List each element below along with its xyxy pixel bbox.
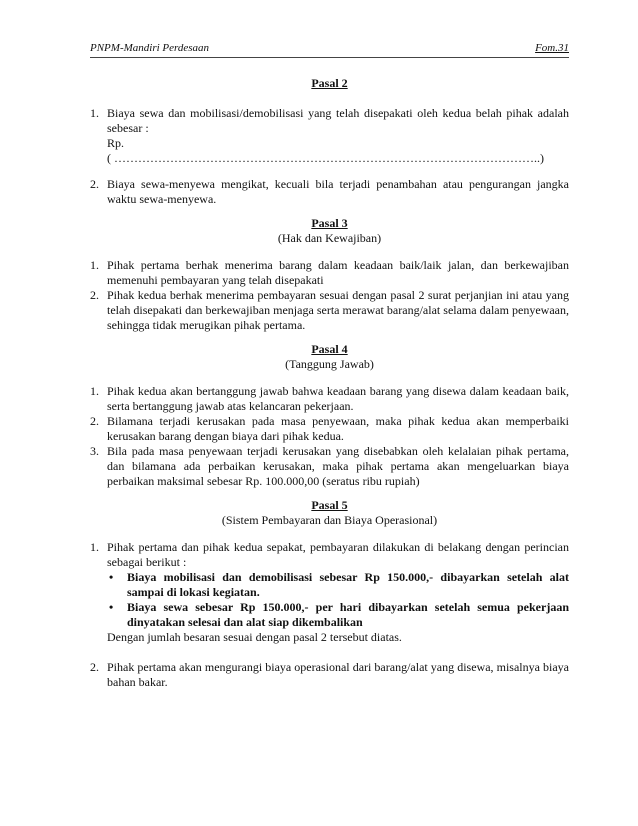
item-number: 2. [90,288,99,302]
pasal-2-item-2 [90,177,569,207]
pasal-3-item-1 [90,258,569,288]
header-form-number: Fom.31 [535,42,569,54]
item-text: Bilamana terjadi kerusakan pada masa penyewaan, maka pihak kedua akan memperbaiki kerusakan barang dengan biaya dari pihak kedua. [107,414,569,443]
pasal-2-title: Pasal 2 [311,76,348,90]
item-text: Pihak kedua berhak menerima pembayaran sesuai dengan pasal 2 surat perjanjian ini atau yang telah disepakati dan berkewajiban menjaga serta merawat barang/alat selama dalam penyewaan, sehingga tidak merugikan pihak pertama. [107,288,569,332]
pasal-2-item-1 [90,106,569,166]
document-content [90,76,569,690]
item-text: Pihak pertama akan mengurangi biaya operasional dari barang/alat yang disewa, misalnya biaya bahan bakar. [107,660,569,689]
bullet-text: Biaya mobilisasi dan demobilisasi sebesar Rp 150.000,- dibayarkan setelah alat sampai di lokasi kegiatan. [127,570,569,599]
rp-amount-label: Rp. [107,136,125,150]
pasal-4-item-2 [90,414,569,444]
bullet-icon: • [109,600,114,614]
pasal-5-item-1 [90,540,569,645]
bullet-text: Biaya sewa sebesar Rp 150.000,- per hari dibayarkan setelah semua pekerjaan dinyatakan selesai dan alat siap dikembalikan [127,600,569,629]
bullet-sewa [107,600,569,630]
item-number: 2. [90,660,99,674]
bullet-icon: • [109,570,114,584]
item-number: 2. [90,414,99,428]
item-text: Pihak kedua akan bertanggung jawab bahwa keadaan barang yang disewa dalam keadaan baik, serta bertanggung jawab atas kelancaran pekerjaan. [107,384,569,413]
pasal-4-title: Pasal 4 [311,342,348,356]
item-number: 2. [90,177,99,191]
item-body [107,106,569,166]
pasal-5-item-2 [90,660,569,690]
bullet-mobilisasi [107,570,569,600]
item-text: Biaya sewa-menyewa mengikat, kecuali bila terjadi penambahan atau pengurangan jangka waktu sewa-menyewa. [107,177,569,206]
item-text: Bila pada masa penyewaan terjadi kerusakan yang disebabkan oleh kelalaian pihak pertama, dan bilamana ada perbaikan kerusakan, maka pihak pertama akan mengeluarkan biaya perbaikan maksimal sebesar Rp. 100.000,00 (seratus ribu rupiah) [107,444,569,488]
item-text: Biaya sewa dan mobilisasi/demobilisasi yang telah disepakati oleh kedua belah pihak adalah sebesar : [107,106,569,135]
pasal-3-item-2 [90,288,569,333]
pasal-5-title: Pasal 5 [311,498,348,512]
item-text: Pihak pertama berhak menerima barang dalam keadaan baik/laik jalan, dan berkewajiban memenuhi pembayaran yang telah disepakati [107,258,569,287]
header-divider [90,57,569,58]
item-text: Pihak pertama dan pihak kedua sepakat, pembayaran dilakukan di belakang dengan perincian sebagai berikut : [107,540,569,569]
item-number: 1. [90,540,99,554]
pasal-5-subtitle: (Sistem Pembayaran dan Biaya Operasional) [221,513,438,527]
pasal-3-subtitle: (Hak dan Kewajiban) [277,231,382,245]
item-number: 1. [90,384,99,398]
pasal-4-item-1 [90,384,569,414]
item-body [107,540,569,645]
amount-in-words-placeholder: ( ……………………………………………………………………………………………..) [107,151,544,165]
item-number: 3. [90,444,99,458]
header-program-name: PNPM-Mandiri Perdesaan [90,42,210,54]
pasal-4-subtitle: (Tanggung Jawab) [285,357,374,371]
item-number: 1. [90,258,99,272]
item-footer-text: Dengan jumlah besaran sesuai dengan pasal 2 tersebut diatas. [107,630,402,644]
pasal-4-item-3 [90,444,569,489]
item-number: 1. [90,106,99,120]
pasal-3-title: Pasal 3 [311,216,348,230]
